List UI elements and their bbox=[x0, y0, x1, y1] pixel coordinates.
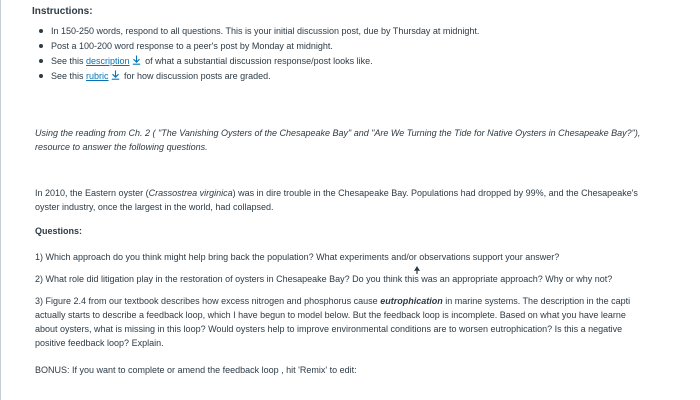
intro-line-1 bbox=[35, 186, 700, 200]
question-2: 2) What role did litigation play in the restoration of oysters in Chesapeake Bay? Do you think this was an appropriate approach? Why or why not? bbox=[35, 274, 613, 284]
species-name: Crassostrea virginica bbox=[148, 188, 233, 198]
reading-line-2: resource to answer the following questions. bbox=[35, 142, 208, 152]
bullet-text-4-post: for how discussion posts are graded. bbox=[121, 71, 271, 81]
bullet-text-2: Post a 100-200 word response to a peer's post by Monday at midnight. bbox=[51, 41, 333, 51]
list-item bbox=[39, 54, 699, 69]
instructions-list bbox=[39, 24, 699, 84]
bonus-question: BONUS: If you want to complete or amend the feedback loop , hit 'Remix' to edit: bbox=[35, 365, 357, 375]
bullet-text-1: In 150-250 words, respond to all questions. This is your initial discussion post, due by Thursday at midnight. bbox=[51, 26, 480, 36]
question-3 bbox=[35, 294, 700, 350]
question-3-line-4: positive feedback loop? Explain. bbox=[35, 338, 164, 348]
intro-line-2: oyster industry, once the largest in the world, had collapsed. bbox=[35, 202, 274, 212]
eutrophication-term: eutrophication bbox=[380, 296, 443, 306]
question-3-line-2: actually starts to describe a feedback loop, which I have begun to model below. But the feedback loop is incomplete. Based on what you have learne bbox=[35, 310, 626, 320]
description-link[interactable]: description bbox=[86, 56, 130, 66]
questions-heading: Questions: bbox=[35, 226, 83, 236]
bullet-text-3-post: of what a substantial discussion response/post looks like. bbox=[142, 56, 373, 66]
intro-text: ) was in dire trouble in the Chesapeake Bay. Populations had dropped by 99%, and the Chesapeake's bbox=[232, 188, 638, 198]
download-arrow-icon[interactable] bbox=[111, 70, 120, 80]
question-3-line-1 bbox=[35, 294, 700, 308]
list-item bbox=[39, 24, 699, 39]
reading-line-1: Using the reading from Ch. 2 ( "The Vanishing Oysters of the Chesapeake Bay" and "Are We Turning the Tide for Native Oysters in Chesapeake Bay?"), bbox=[35, 128, 641, 138]
instructions-heading: Instructions: bbox=[32, 6, 93, 17]
question-1: 1) Which approach do you think might help bring back the population? What experiments and/or observations support your answer? bbox=[35, 252, 560, 262]
mouse-cursor-icon bbox=[413, 266, 421, 274]
question-3-text: in marine systems. The description in the capti bbox=[442, 296, 631, 306]
rubric-link[interactable]: rubric bbox=[86, 71, 109, 81]
question-3-line-3: about oysters, what is missing in this loop? Would oysters help to improve environmental conditions are to worsen eutrophication? Is this a negative bbox=[35, 324, 623, 334]
list-item bbox=[39, 69, 699, 84]
bullet-text-3-pre: See this bbox=[51, 56, 87, 66]
download-arrow-icon[interactable] bbox=[132, 55, 141, 65]
list-item bbox=[39, 39, 699, 54]
question-3-text: 3) Figure 2.4 from our textbook describes how excess nitrogen and phosphorus cause bbox=[35, 296, 381, 306]
reading-instructions bbox=[35, 126, 700, 154]
bullet-text-4-pre: See this bbox=[51, 71, 87, 81]
intro-paragraph bbox=[35, 186, 700, 214]
intro-text: In 2010, the Eastern oyster ( bbox=[35, 188, 149, 198]
